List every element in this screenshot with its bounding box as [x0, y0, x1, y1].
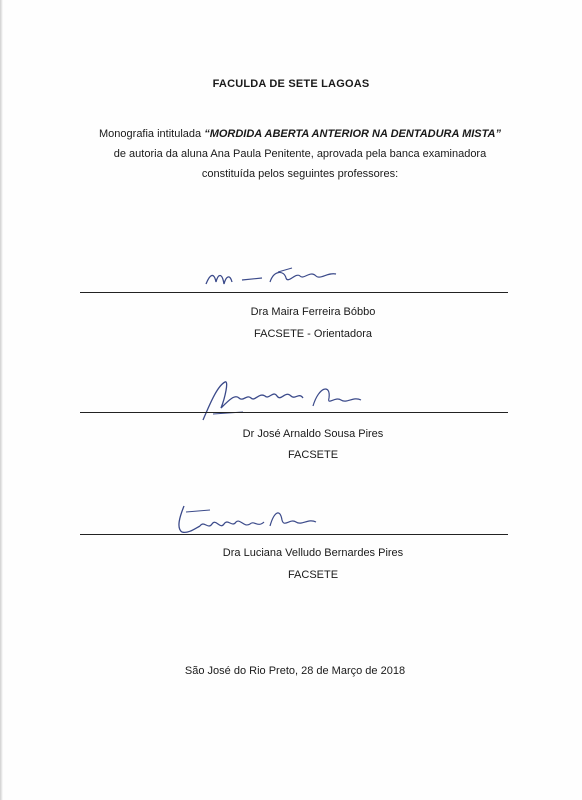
paragraph-line-1 — [60, 124, 540, 144]
signature-examiner-1 — [200, 262, 350, 294]
monograph-title: “MORDIDA ABERTA ANTERIOR NA DENTADURA MISTA” — [204, 128, 501, 140]
examiner-2-name: Dr José Arnaldo Sousa Pires — [242, 428, 384, 440]
examiner-1-name: Dra Maira Ferreira Bóbbo — [250, 306, 376, 318]
signature-line-3 — [80, 534, 508, 535]
approval-paragraph — [60, 124, 540, 184]
examiner-1-institution: FACSETE - Orientadora — [254, 328, 372, 340]
examiner-2-institution: FACSETE — [287, 449, 339, 461]
place-and-date: São José do Rio Preto, 28 de Março de 2018 — [184, 665, 406, 677]
page-shadow-edge — [0, 0, 3, 800]
signature-line-2 — [80, 412, 508, 413]
paragraph-line-2: de autoria da aluna Ana Paula Penitente, aprovada pela banca examinadora — [113, 148, 487, 160]
signature-examiner-2 — [195, 376, 375, 428]
intro-prefix: Monografia intitulada — [99, 128, 205, 140]
paragraph-line-3: constituída pelos seguintes professores: — [201, 168, 399, 180]
institution-heading: FACULDA DE SETE LAGOAS — [212, 78, 370, 90]
signature-line-1 — [80, 292, 508, 293]
examiner-3-name: Dra Luciana Velludo Bernardes Pires — [222, 547, 404, 559]
examiner-3-institution: FACSETE — [287, 569, 339, 581]
